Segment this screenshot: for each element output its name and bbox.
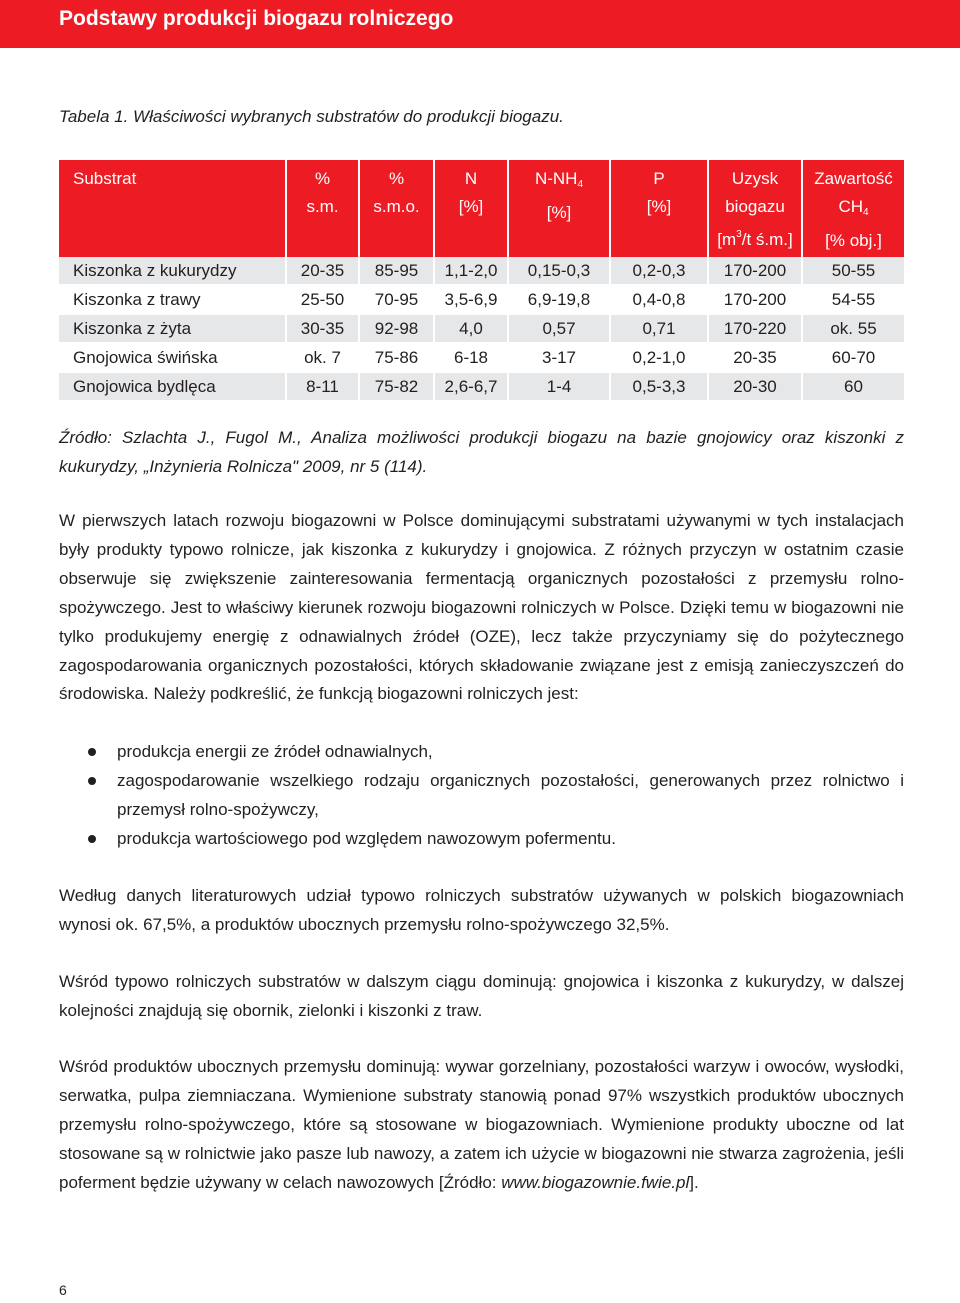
table-cell: 54-55: [802, 285, 904, 314]
page-title: Podstawy produkcji biogazu rolniczego: [59, 7, 454, 30]
table-cell: 0,71: [610, 314, 708, 343]
bullet-icon: [88, 777, 96, 785]
table-cell: 170-200: [708, 257, 802, 285]
bullet-icon: [88, 748, 96, 756]
table-cell: 50-55: [802, 257, 904, 285]
table-cell: 0,2-0,3: [610, 257, 708, 285]
table-cell: 30-35: [286, 314, 359, 343]
table-cell: 60-70: [802, 343, 904, 372]
table-cell: 0,2-1,0: [610, 343, 708, 372]
header-cell-methane-content: Zawartość $CH_4$ [% obj.]: [814, 169, 893, 250]
source-link[interactable]: www.biogazownie.fwie.pl: [501, 1172, 690, 1192]
table-cell: Gnojowica bydlęca: [59, 372, 286, 401]
function-list: [59, 737, 904, 853]
header-cell-nitrogen: N [%]: [434, 160, 508, 257]
table-cell: 170-200: [708, 285, 802, 314]
table-cell: ok. 55: [802, 314, 904, 343]
table-cell: Kiszonka z kukurydzy: [59, 257, 286, 285]
header-cell-dry-matter: % s.m.: [286, 160, 359, 257]
table-cell: 8-11: [286, 372, 359, 401]
table-cell: 1,1-2,0: [434, 257, 508, 285]
list-item: produkcja wartościowego pod względem nawozowym pofermentu.: [59, 824, 904, 853]
list-item: zagospodarowanie wszelkiego rodzaju organicznych pozostałości, generowanych przez rolnictwo i przemysł rolno-spożywczy,: [59, 766, 904, 824]
table-cell: 170-220: [708, 314, 802, 343]
table-cell: 0,4-0,8: [610, 285, 708, 314]
table-cell: 85-95: [359, 257, 434, 285]
table-cell: 92-98: [359, 314, 434, 343]
table-cell: 20-35: [708, 343, 802, 372]
table-cell: 60: [802, 372, 904, 401]
page-number: 6: [59, 1282, 67, 1298]
table-source-note: Źródło: Szlachta J., Fugol M., Analiza możliwości produkcji biogazu na bazie gnojowicy oraz kiszonki z kukurydzy, „Inżynieria Rolnicza" 2009, nr 5 (114).: [59, 428, 904, 476]
substrate-properties-table: [59, 160, 904, 402]
table-cell: Kiszonka z trawy: [59, 285, 286, 314]
table-cell: 0,57: [508, 314, 610, 343]
header-cell-phosphorus: P [%]: [610, 160, 708, 257]
table-cell: 6-18: [434, 343, 508, 372]
table-cell: 0,5-3,3: [610, 372, 708, 401]
table-row: [59, 314, 904, 343]
header-bar: [0, 0, 960, 48]
table-row: [59, 372, 904, 401]
paragraph-share: Według danych literaturowych udział typowo rolniczych substratów używanych w polskich biogazowniach wynosi ok. 67,5%, a produktów ubocznych przemysłu rolno-spożywczego 32,5%.: [59, 886, 904, 934]
table-cell: ok. 7: [286, 343, 359, 372]
table-row: [59, 257, 904, 285]
header-cell-substrate: Substrat: [59, 160, 286, 257]
table-cell: 6,9-19,8: [508, 285, 610, 314]
header-cell-organic-dry-matter: % s.m.o.: [359, 160, 434, 257]
table-cell: 75-82: [359, 372, 434, 401]
table-cell: 0,15-0,3: [508, 257, 610, 285]
header-cell-ammonium-nitrogen: $N-NH_4$ [%]: [508, 160, 610, 257]
table-cell: 3,5-6,9: [434, 285, 508, 314]
table-cell: 4,0: [434, 314, 508, 343]
table-row: [59, 285, 904, 314]
table-cell: 20-35: [286, 257, 359, 285]
paragraph-agricultural-substrates: Wśród typowo rolniczych substratów w dalszym ciągu dominują: gnojowica i kiszonka z kukurydzy, w dalszej kolejności znajdują się obornik, zielonki i kiszonki z traw.: [59, 972, 904, 1020]
bullet-icon: [88, 835, 96, 843]
table-cell: 25-50: [286, 285, 359, 314]
table-cell: 20-30: [708, 372, 802, 401]
table-cell: 2,6-6,7: [434, 372, 508, 401]
list-item: produkcja energii ze źródeł odnawialnych,: [59, 737, 904, 766]
paragraph-byproducts: Wśród produktów ubocznych przemysłu dominują: wywar gorzelniany, pozostałości warzyw i owoców, wysłodki, serwatka, pulpa ziemniaczana. Wymienione substraty stanowią ponad 97% wszystkich produktów ubocznych przemysłu rolno-spożywczego, które są stosowane w biogazowniach. Wymienione produkty uboczne od lat stosowane są w rolnictwie jako pasze lub nawozy, a zatem ich użycie w biogazowni nie stwarza zagrożenia, jeśli poferment będzie używany w celach nawozowych [Źródło: www.biogazownie.fwie.pl].: [59, 1057, 904, 1192]
table-cell: Kiszonka z żyta: [59, 314, 286, 343]
paragraph-intro: W pierwszych latach rozwoju biogazowni w Polsce dominującymi substratami używanymi w tych instalacjach były produkty typowo rolnicze, jak kiszonka z kukurydzy i gnojowica. Z różnych przyczyn w ostatnim czasie obserwuje się zwiększenie zainteresowania fermentacją organicznych pozostałości z przemysłu rolno-spożywczego. Jest to właściwy kierunek rozwoju biogazowni rolniczych w Polsce. Dzięki temu w biogazowni nie tylko produkujemy energię z odnawialnych źródeł (OZE), lecz także przyczyniamy się do pożytecznego zagospodarowania organicznych pozostałości, których składowanie związane jest z emisją zanieczyszczeń do środowiska. Należy podkreślić, że funkcją biogazowni rolniczych jest:: [59, 511, 904, 704]
table-cell: Gnojowica świńska: [59, 343, 286, 372]
table-cell: 3-17: [508, 343, 610, 372]
table-header-row: [59, 160, 904, 257]
table-cell: 1-4: [508, 372, 610, 401]
table-caption: Tabela 1. Właściwości wybranych substratów do produkcji biogazu.: [59, 107, 564, 126]
table-cell: 75-86: [359, 343, 434, 372]
table-cell: 70-95: [359, 285, 434, 314]
header-cell-biogas-yield: Uzysk biogazu [$m^3/t$ ś.m.]: [708, 160, 802, 257]
table-row: [59, 343, 904, 372]
